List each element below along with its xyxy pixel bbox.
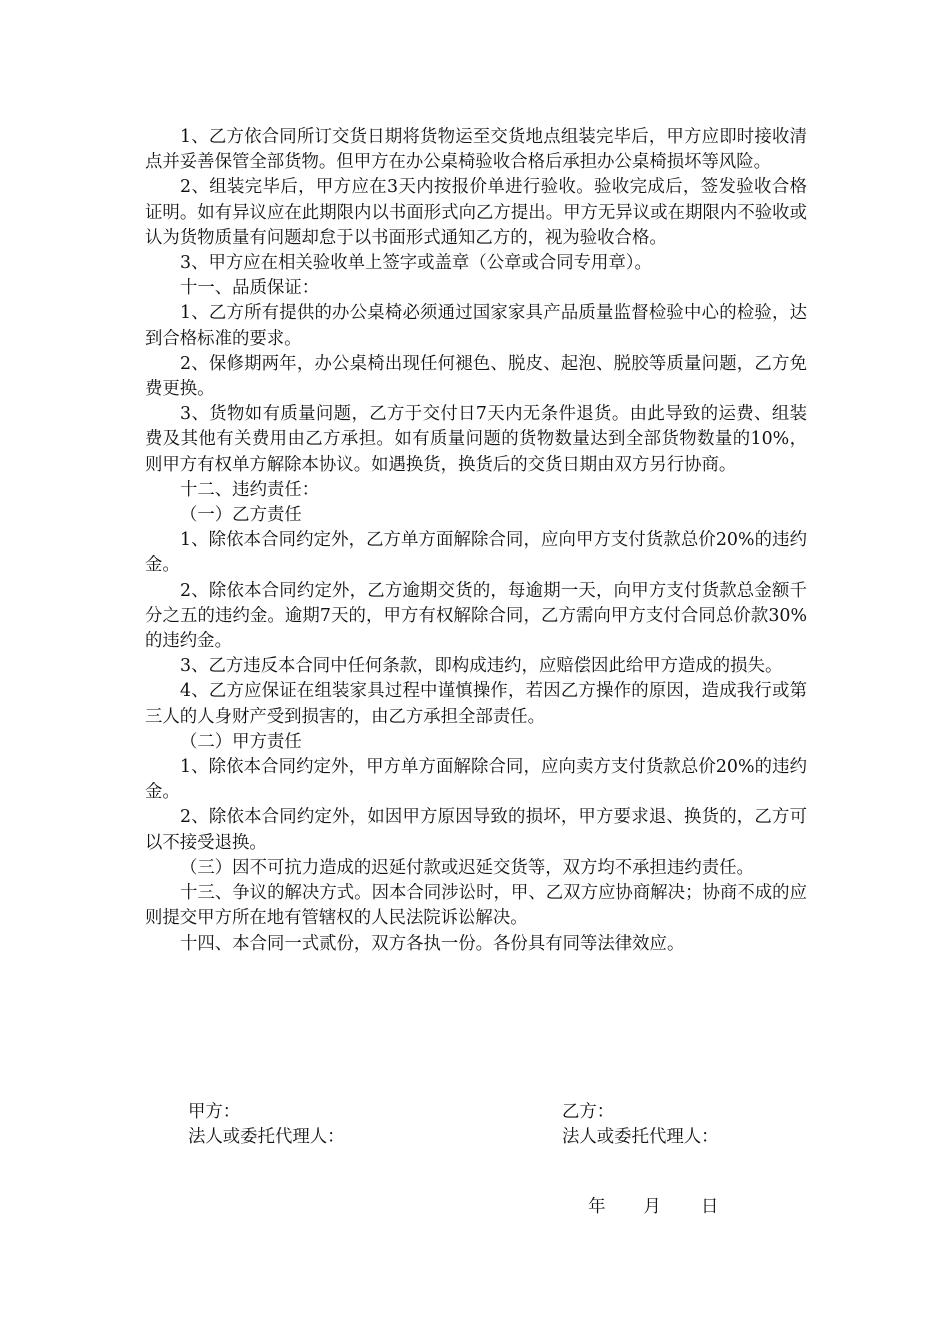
party-b-signature-block [562,1100,719,1150]
subheading-party-b: （一）乙方责任 [180,505,302,526]
party-b-agent-label: 法人或委托代理人： [562,1127,719,1147]
signature-date [566,1172,718,1237]
clause-quality-1: 1、乙方所有提供的办公桌椅必须通过国家家具产品质量监督检验中心的检验，达到合格标准的要求。 [145,303,807,349]
subheading-party-a: （二）甲方责任 [180,731,302,752]
clause-b-2: 2、除依本合同约定外，乙方逾期交货的，每逾期一天，向甲方支付货款总金额千分之五的违约金。逾期7天的，甲方有权解除合同，乙方需向甲方支付合同总价款30%的违约金。 [145,580,807,652]
section-copies: 十四、本合同一式贰份，双方各执一份。各份具有同等法律效应。 [180,933,685,954]
clause-b-1: 1、除依本合同约定外，乙方单方面解除合同，应向甲方支付货款总价20%的违约金。 [145,530,807,576]
date-month: 月 [643,1197,661,1217]
clause-b-4: 4、乙方应保证在组装家具过程中谨慎操作，若因乙方操作的原因，造成我行或第三人的人身财产受到损害的，由乙方承担全部责任。 [145,681,807,727]
party-a-signature-block [188,1100,345,1150]
clause-a-1: 1、除依本合同约定外，甲方单方面解除合同，应向卖方支付货款总价20%的违约金。 [145,757,807,803]
party-a-agent-label: 法人或委托代理人： [188,1127,345,1147]
clause-acceptance-1: 1、乙方依合同所订交货日期将货物运至交货地点组装完毕后，甲方应即时接收清点并妥善保管全部货物。但甲方在办公桌椅验收合格后承担办公桌椅损坏等风险。 [145,127,807,173]
section-dispute: 十三、争议的解决方式。因本合同涉讼时，甲、乙双方应协商解决；协商不成的应则提交甲方所在地有管辖权的人民法院诉讼解决。 [145,883,807,929]
date-year: 年 [588,1197,606,1217]
section-heading-quality: 十一、品质保证： [180,278,320,299]
party-b-label: 乙方： [562,1102,615,1122]
section-heading-liability: 十二、违约责任： [180,479,320,500]
clause-force-majeure: （三）因不可抗力造成的迟延付款或迟延交货等，双方均不承担违约责任。 [180,857,754,878]
clause-a-2: 2、除依本合同约定外，如因甲方原因导致的损坏，甲方要求退、换货的，乙方可以不接受退换。 [145,807,807,853]
clause-b-3: 3、乙方违反本合同中任何条款，即构成违约，应赔偿因此给甲方造成的损失。 [180,656,783,677]
clause-acceptance-2: 2、组装完毕后，甲方应在3天内按报价单进行验收。验收完成后，签发验收合格证明。如有异议应在此期限内以书面形式向乙方提出。甲方无异议或在期限内不验收或认为货物质量有问题却怠于以书面形式通知乙方的，视为验收合格。 [145,177,807,248]
clause-quality-2: 2、保修期两年，办公桌椅出现任何褪色、脱皮、起泡、脱胶等质量问题，乙方免费更换。 [145,353,807,400]
date-day: 日 [700,1197,719,1217]
clause-quality-3: 3、货物如有质量问题，乙方于交付日7天内无条件退货。由此导致的运费、组装费及其他有关费用由乙方承担。如有质量问题的货物数量达到全部货物数量的10%，则甲方有权单方解除本协议。如遇换货，换货后的交货日期由双方另行协商。 [145,404,807,475]
contract-body [145,125,807,957]
party-a-label: 甲方： [188,1102,241,1122]
clause-acceptance-3: 3、甲方应在相关验收单上签字或盖章（公章或合同专用章）。 [180,253,652,274]
